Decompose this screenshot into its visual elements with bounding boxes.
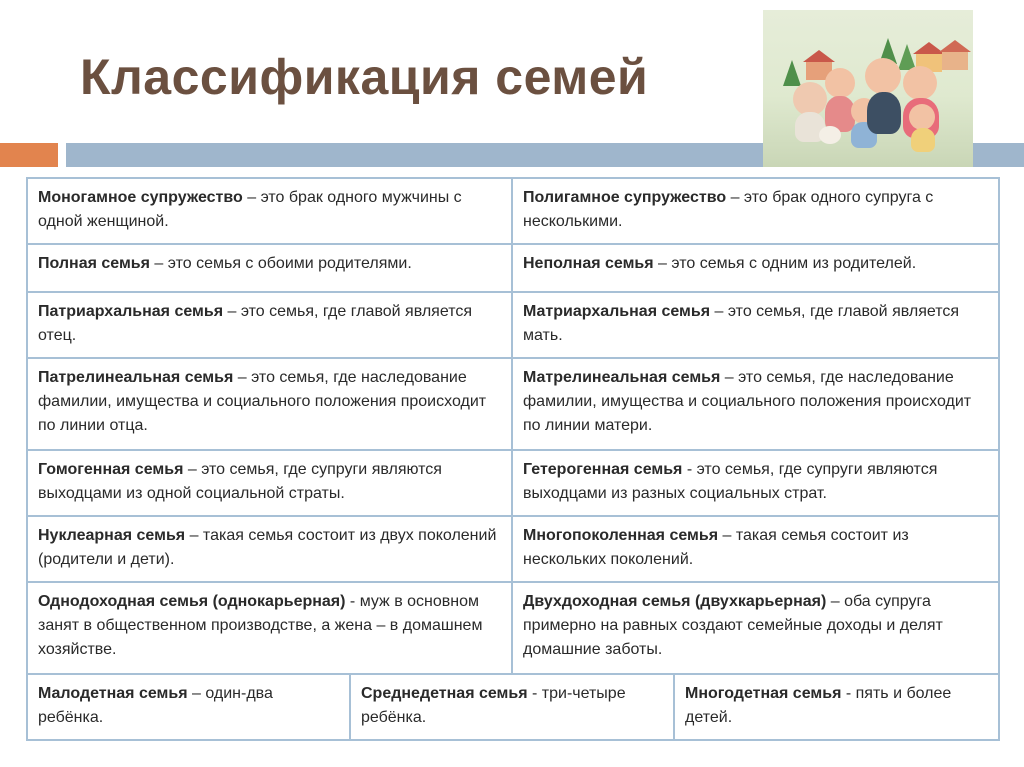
table-cell: Полная семья – это семья с обоими родителями.: [27, 244, 512, 292]
table-row: [27, 516, 999, 582]
table-cell: Неполная семья – это семья с одним из родителей.: [512, 244, 999, 292]
table-cell: Матрелинеальная семья – это семья, где наследование фамилии, имущества и социального положения происходит по линии матери.: [512, 358, 999, 450]
table-row: [27, 178, 999, 244]
table-row: [27, 450, 999, 516]
table-row: [27, 582, 999, 674]
table-row: [27, 358, 999, 450]
table-cell: Малодетная семья – один-два ребёнка.: [27, 674, 350, 740]
table-cell: Гомогенная семья – это семья, где супруги являются выходцами из одной социальной страты.: [27, 450, 512, 516]
slide-title: Классификация семей: [80, 49, 649, 105]
table-cell: Матриархальная семья – это семья, где главой является мать.: [512, 292, 999, 358]
table-cell: Нуклеарная семья – такая семья состоит из двух поколений (родители и дети).: [27, 516, 512, 582]
table-row: [27, 292, 999, 358]
table-cell: Двухдоходная семья (двухкарьерная) – оба супруга примерно на равных создают семейные доходы и делят домашние заботы.: [512, 582, 999, 674]
family-classification-table: [26, 177, 1000, 741]
table-cell: Патриархальная семья – это семья, где главой является отец.: [27, 292, 512, 358]
table-cell: Гетерогенная семья - это семья, где супруги являются выходцами из разных социальных страт.: [512, 450, 999, 516]
table-row: [27, 244, 999, 292]
table-cell: Патрелинеальная семья – это семья, где наследование фамилии, имущества и социального положения происходит по линии отца.: [27, 358, 512, 450]
table-cell: Многопоколенная семья – такая семья состоит из нескольких поколений.: [512, 516, 999, 582]
table-cell: Однодоходная семья (однокарьерная) - муж в основном занят в общественном производстве, а жена – в домашнем хозяйстве.: [27, 582, 512, 674]
table-cell: Многодетная семья - пять и более детей.: [674, 674, 999, 740]
table-cell: Среднедетная семья - три-четыре ребёнка.: [350, 674, 674, 740]
table-cell: Полигамное супружество – это брак одного супруга с несколькими.: [512, 178, 999, 244]
accent-band-orange: [0, 143, 58, 167]
family-figurines-photo: [763, 10, 973, 167]
table-row: [27, 674, 999, 740]
table-cell: Моногамное супружество – это брак одного мужчины с одной женщиной.: [27, 178, 512, 244]
